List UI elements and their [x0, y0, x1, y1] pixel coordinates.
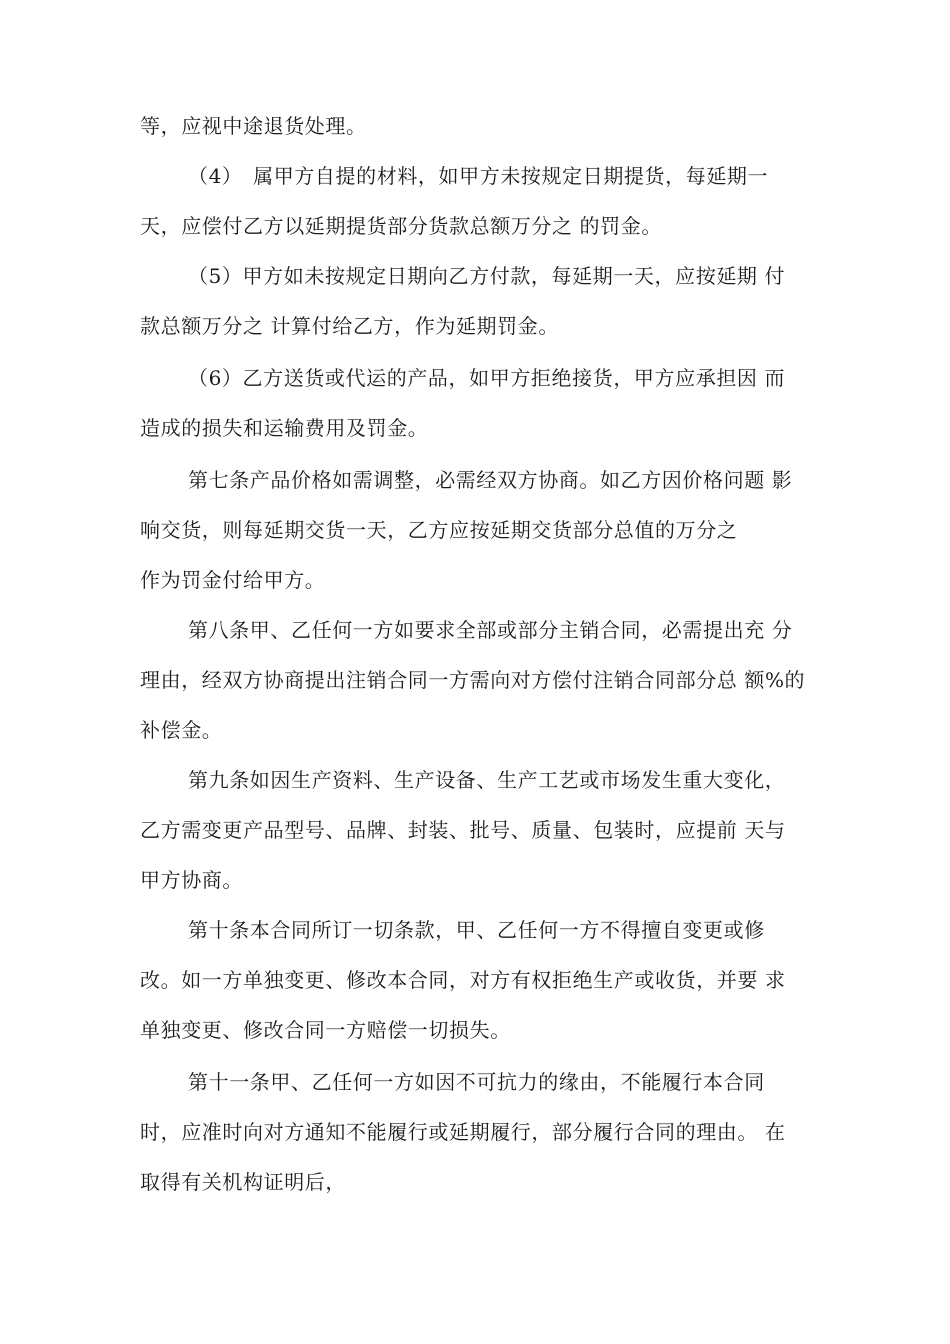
text-line: （4） 属甲方自提的材料，如甲方未按规定日期提货，每延期一	[188, 164, 769, 188]
text-line: 取得有关机构证明后，	[140, 1170, 346, 1194]
text-line: 天，应偿付乙方以延期提货部分货款总额万分之 的罚金。	[140, 214, 662, 238]
text-line: 单独变更、修改合同一方赔偿一切损失。	[140, 1018, 511, 1042]
text-line: 作为罚金付给甲方。	[140, 568, 326, 592]
text-line: 第九条如因生产资料、生产设备、生产工艺或市场发生重大变化，	[188, 768, 786, 792]
text-line: 第七条产品价格如需调整，必需经双方协商。如乙方因价格问题 影	[188, 468, 793, 492]
text-line: 理由，经双方协商提出注销合同一方需向对方偿付注销合同部分总 额%的	[140, 668, 806, 692]
text-line: 乙方需变更产品型号、品牌、封装、批号、质量、包装时，应提前 天与	[140, 818, 786, 842]
text-line: 时，应准时向对方通知不能履行或延期履行，部分履行合同的理由。 在	[140, 1120, 786, 1144]
text-line: （6）乙方送货或代运的产品，如甲方拒绝接货，甲方应承担因 而	[188, 366, 786, 390]
text-line: 等，应视中途退货处理。	[140, 114, 367, 138]
text-line: 造成的损失和运输费用及罚金。	[140, 416, 429, 440]
text-line: 第八条甲、乙任何一方如要求全部或部分主销合同，必需提出充 分	[188, 618, 793, 642]
text-line: 甲方协商。	[140, 868, 243, 892]
text-line: 第十一条甲、乙任何一方如因不可抗力的缘由，不能履行本合同	[188, 1070, 765, 1094]
text-line: 改。如一方单独变更、修改本合同，对方有权拒绝生产或收货，并要 求	[140, 968, 786, 992]
text-line: 响交货，则每延期交货一天，乙方应按延期交货部分总值的万分之	[140, 518, 738, 542]
text-line: 款总额万分之 计算付给乙方，作为延期罚金。	[140, 314, 559, 338]
text-line: 补偿金。	[140, 718, 223, 742]
text-line: 第十条本合同所订一切条款，甲、乙任何一方不得擅自变更或修	[188, 918, 765, 942]
text-line: （5）甲方如未按规定日期向乙方付款，每延期一天，应按延期 付	[188, 264, 786, 288]
